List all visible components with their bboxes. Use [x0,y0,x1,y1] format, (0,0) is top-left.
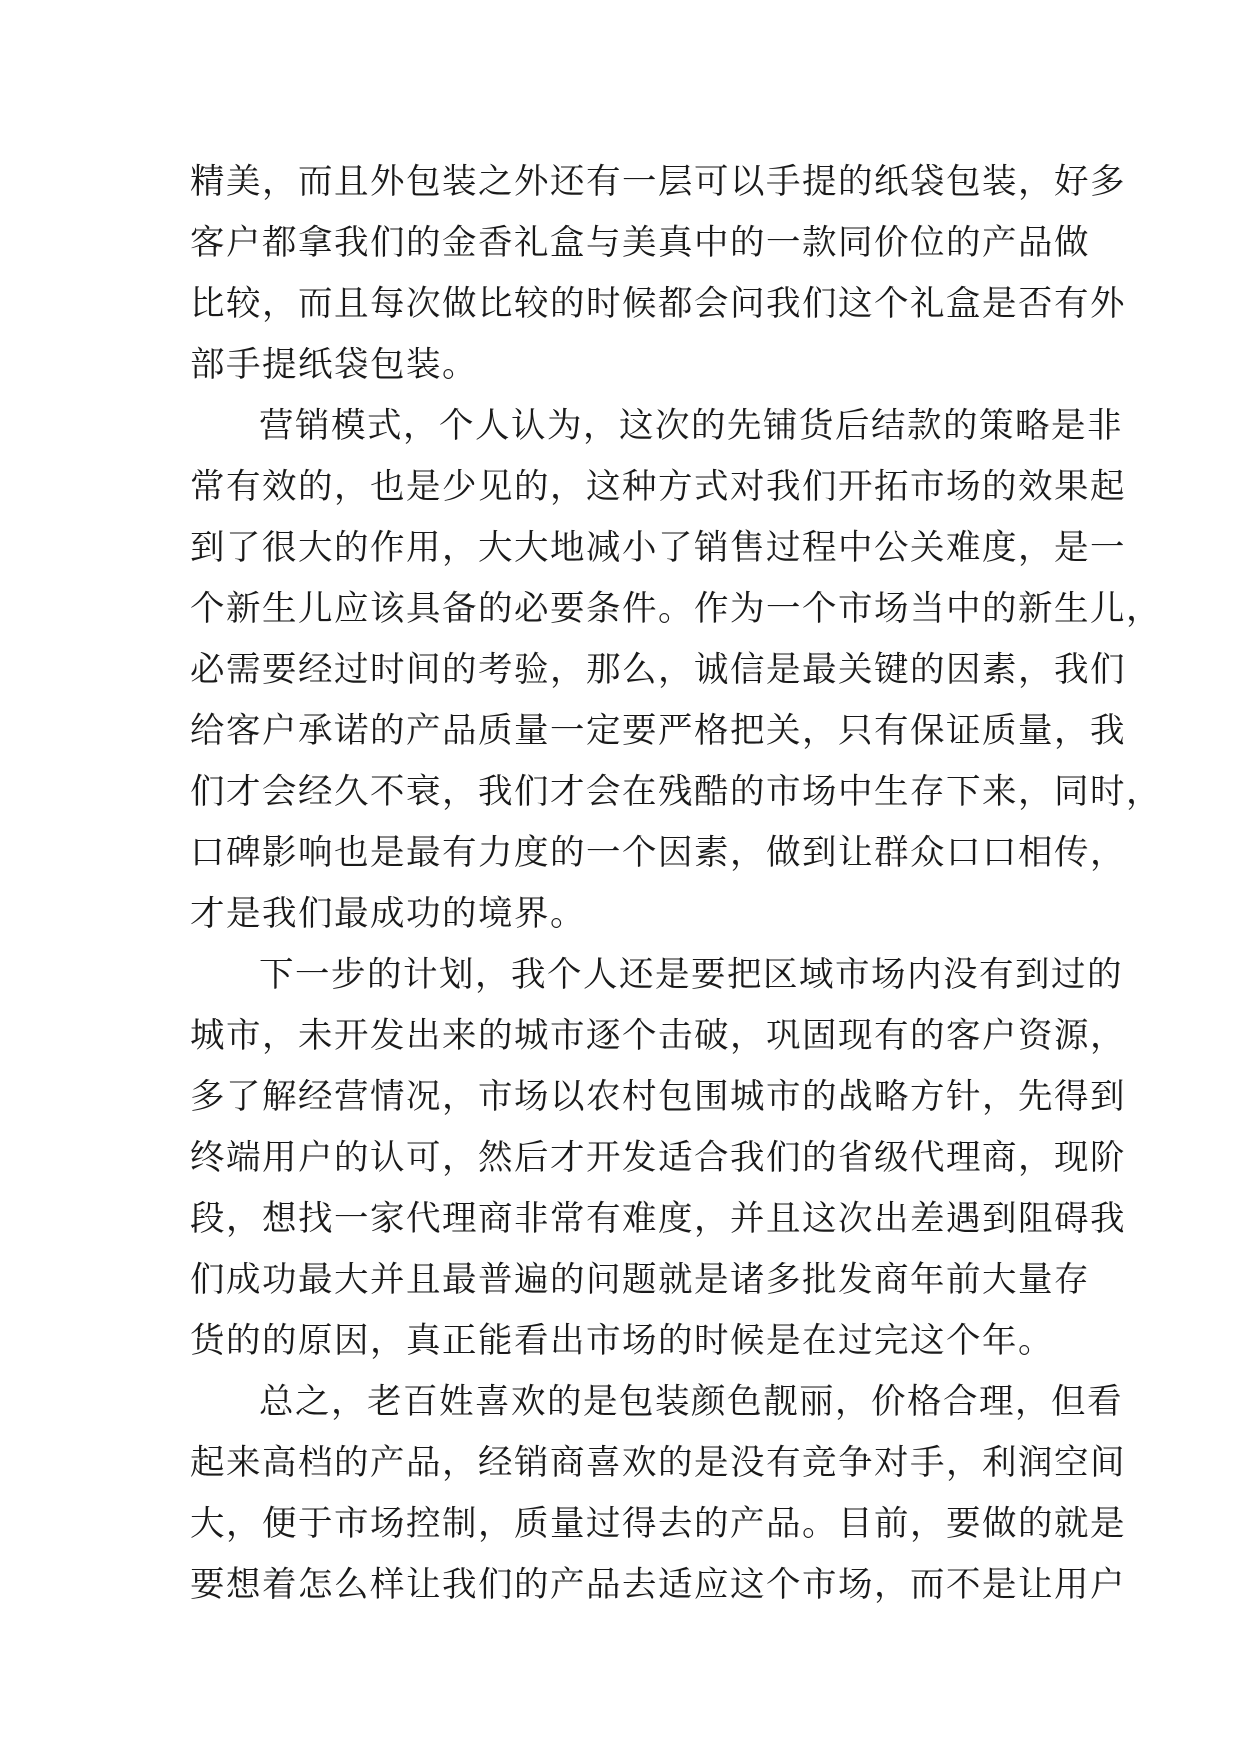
text-line: 部手提纸袋包装。 [190,345,478,385]
text-line: 大，便于市场控制，质量过得去的产品。目前，要做的就是 [190,1504,1126,1544]
paragraph-first-line: 营销模式，个人认为，这次的先铺货后结款的策略是非 [259,406,1123,446]
text-line: 到了很大的作用，大大地减小了销售过程中公关难度，是一 [190,528,1126,568]
paragraph-first-line: 总之，老百姓喜欢的是包装颜色靓丽，价格合理，但看 [259,1382,1123,1422]
text-line: 段，想找一家代理商非常有难度，并且这次出差遇到阻碍我 [190,1199,1126,1239]
paragraph-first-line: 下一步的计划，我个人还是要把区域市场内没有到过的 [259,955,1123,995]
text-line: 起来高档的产品，经销商喜欢的是没有竞争对手，利润空间 [190,1443,1126,1483]
text-line: 要想着怎么样让我们的产品去适应这个市场，而不是让用户 [190,1565,1126,1605]
text-line: 个新生儿应该具备的必要条件。作为一个市场当中的新生儿， [190,589,1162,629]
text-line: 才是我们最成功的境界。 [190,894,586,934]
text-line: 货的的原因，真正能看出市场的时候是在过完这个年。 [190,1321,1054,1361]
body-text [190,152,1162,1616]
text-line: 终端用户的认可，然后才开发适合我们的省级代理商，现阶 [190,1138,1126,1178]
text-line: 精美，而且外包装之外还有一层可以手提的纸袋包装，好多 [190,162,1126,202]
text-line: 给客户承诺的产品质量一定要严格把关，只有保证质量，我 [190,711,1126,751]
text-line: 城市，未开发出来的城市逐个击破，巩固现有的客户资源， [190,1016,1126,1056]
text-line: 口碑影响也是最有力度的一个因素，做到让群众口口相传， [190,833,1126,873]
text-line: 们才会经久不衰，我们才会在残酷的市场中生存下来，同时， [190,772,1162,812]
text-line: 常有效的，也是少见的，这种方式对我们开拓市场的效果起 [190,467,1126,507]
text-line: 们成功最大并且最普遍的问题就是诸多批发商年前大量存 [190,1260,1090,1300]
text-line: 比较，而且每次做比较的时候都会问我们这个礼盒是否有外 [190,284,1126,324]
text-line: 必需要经过时间的考验，那么，诚信是最关键的因素，我们 [190,650,1126,690]
text-line: 客户都拿我们的金香礼盒与美真中的一款同价位的产品做 [190,223,1090,263]
text-line: 多了解经营情况，市场以农村包围城市的战略方针，先得到 [190,1077,1126,1117]
